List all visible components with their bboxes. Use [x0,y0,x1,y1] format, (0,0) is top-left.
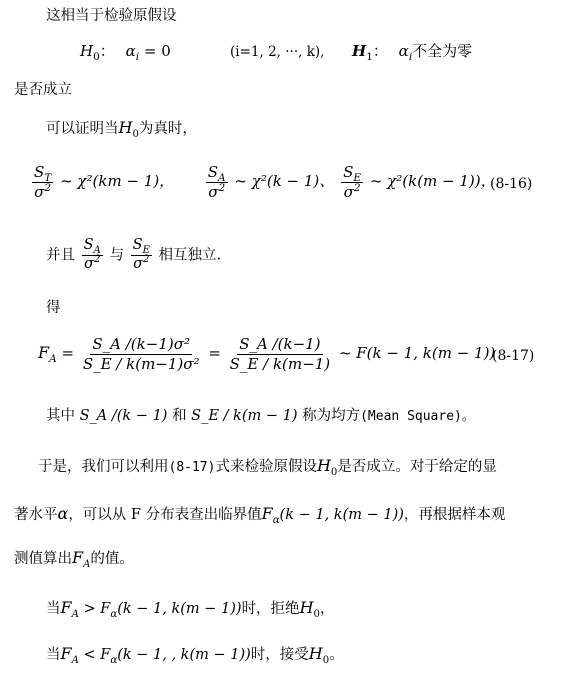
paragraph-significance: 著水平α，可以从 F 分布表查出临界值$F_\alpha(k - 1$, k(m − 1))，再根据样本观 [14,504,506,526]
equation-8-17: $F_A$ = $\frac{\text{S\_A /(k−1)σ²}}{\text{S\_E / k(m−1)σ²}}$ = $\frac{S\_A /(k-1)}{S\_E / k(m-1)}$ ~ F(k − 1, k(m − 1)) [38,335,496,373]
paragraph-compute: 测值算出$F_A$的值。 [14,548,134,570]
paragraph-prove: 可以证明当$H_0$为真时， [46,118,197,140]
paragraph-independent: 并且 $\frac{S_A}{\sigma^2}$ 与 $\frac{S_E}{\sigma^2}$ 相互独立. [46,237,222,272]
rule-reject: 当$F_A > F_\alpha(k - 1$, k(m − 1))时，拒绝$H_0$， [46,598,335,620]
equation-label-8-17: (8-17) [492,348,535,364]
paragraph-obtain: 得 [46,300,61,316]
hypothesis-h0: $H_0$： $\alpha_i = 0$ [80,42,171,63]
equation-8-16: $\frac{S_T}{\sigma^2}$ ~ χ²(km − 1)， $\frac{S_A}{\sigma^2}$ ~ χ²(k − 1)、 $\frac{S_E}{\sigma^2}$ ~ χ²(k(m − 1))， [34,163,496,201]
paragraph-intro: 这相当于检验原假设 [46,8,177,24]
paragraph-mean-square: 其中 S_A /(k − 1) 和 S_E / k(m − 1) 称为均方(Mean Square)。 [46,408,475,424]
equation-label-8-16: (8-16) [490,176,533,192]
hypothesis-h1: $H_1$： $\alpha_i$不全为零 [352,42,473,63]
rule-accept: 当$F_A < F_\alpha(k - 1$, , k(m − 1))时，接受$H_0$。 [46,644,344,666]
paragraph-therefore: 于是，我们可以利用(8-17)式来检验原假设$H_0$是否成立。对于给定的显 [38,456,497,478]
hypothesis-range: (i=1, 2, ···, k), [230,44,325,60]
paragraph-holds: 是否成立 [14,82,72,98]
